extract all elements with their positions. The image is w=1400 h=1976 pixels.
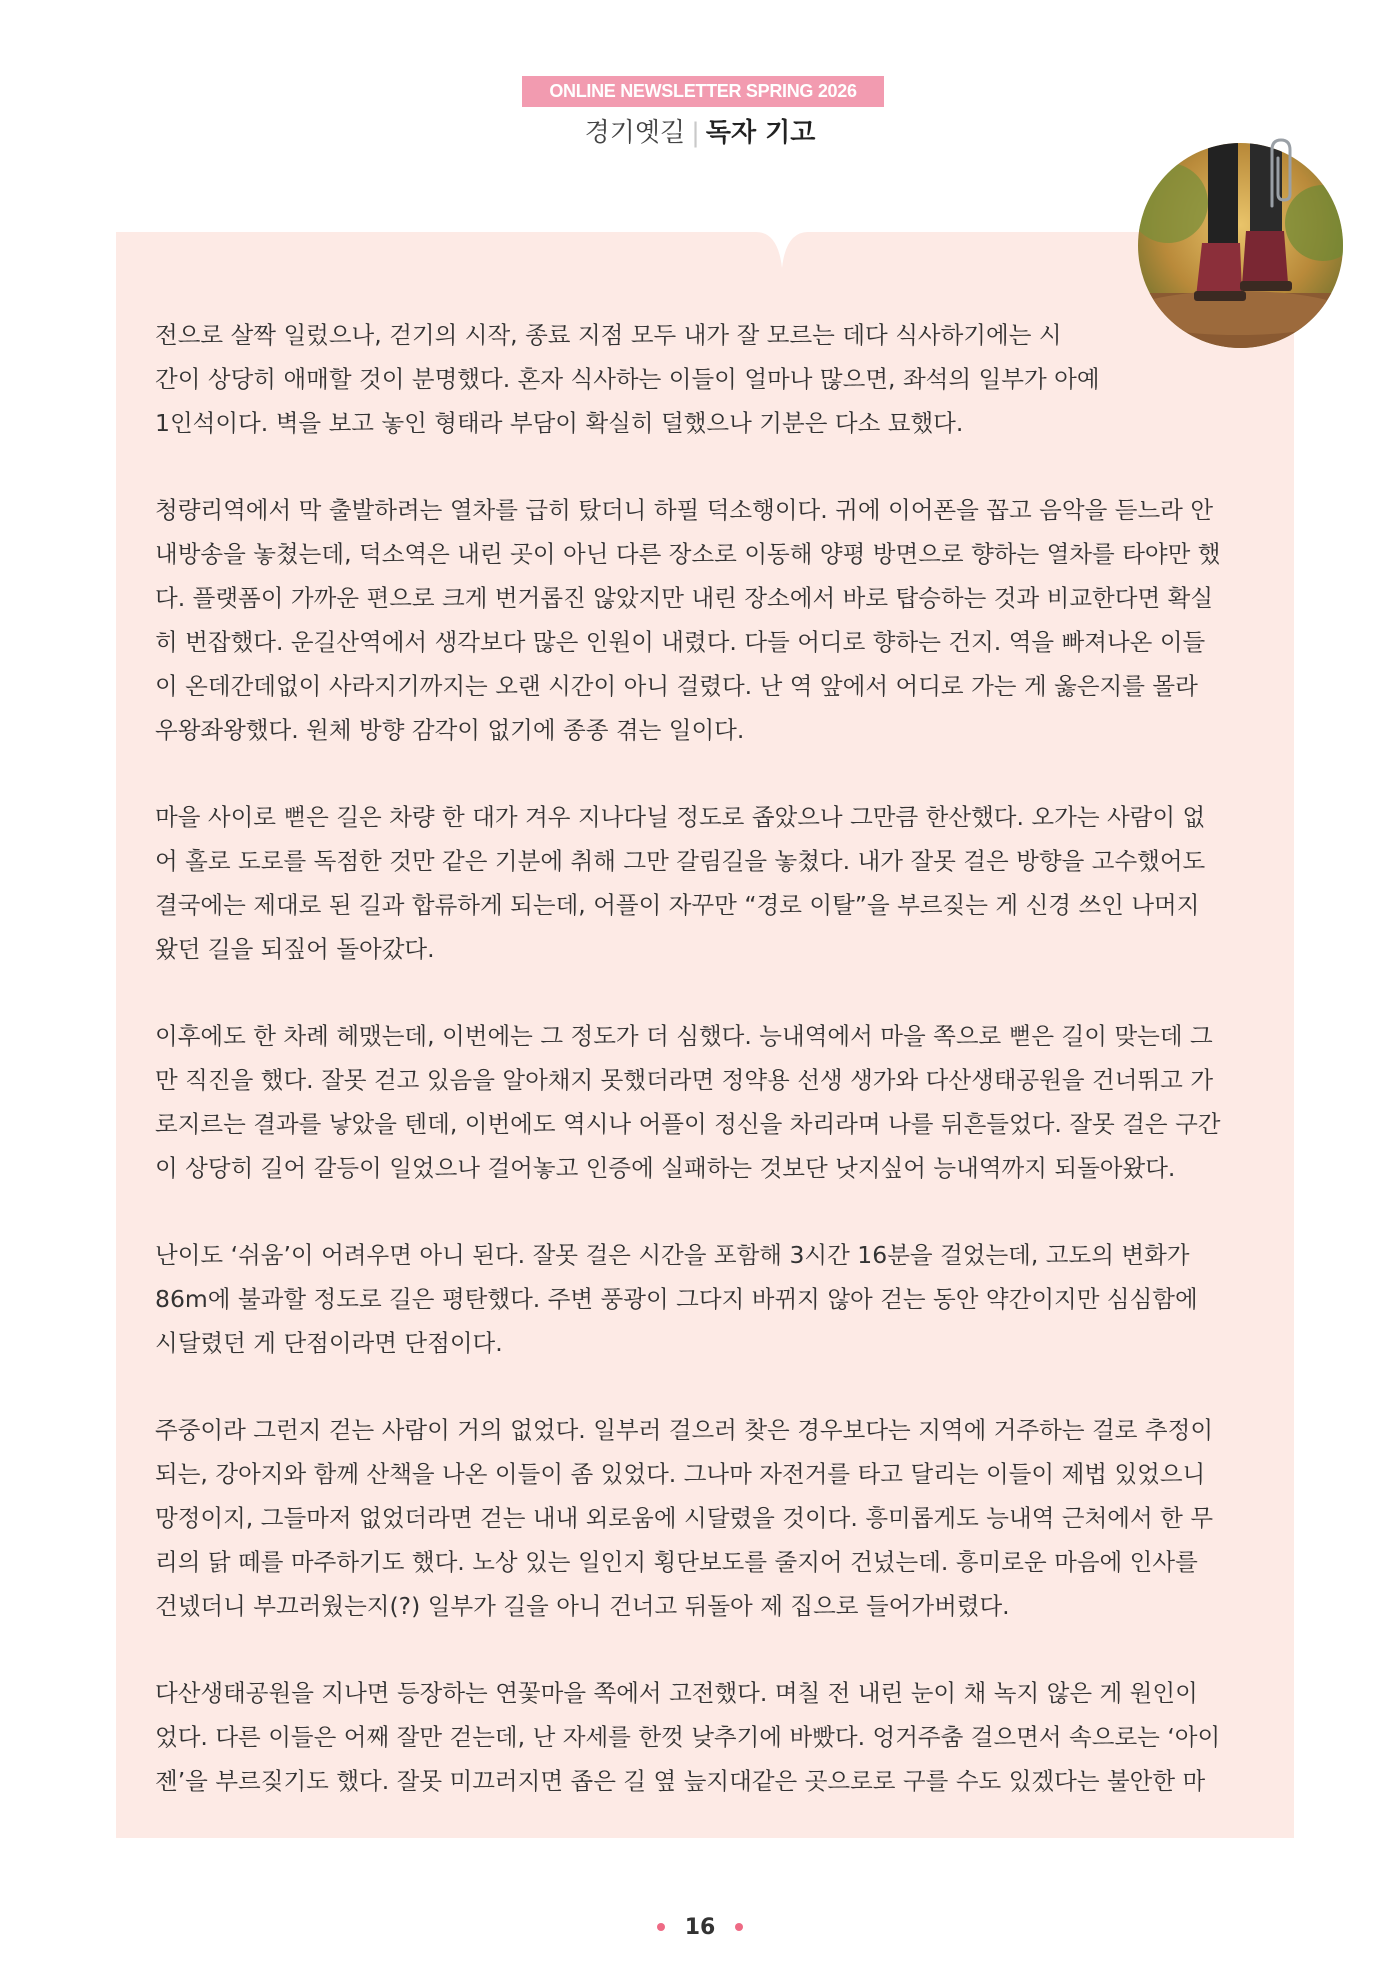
paragraph-line: 었다. 다른 이들은 어째 잘만 걷는데, 난 자세를 한껏 낮추기에 바빴다. 엉거주춤 걸으면서 속으로는 ‘아이: [155, 1723, 1221, 1751]
paragraph-line: 86m에 불과할 정도로 길은 평탄했다. 주변 풍광이 그다지 바뀌지 않아 걷는 동안 약간이지만 심심함에: [155, 1285, 1198, 1313]
series-name: 경기옛길: [584, 118, 686, 148]
paragraph-line: 되는, 강아지와 함께 산책을 나온 이들이 좀 있었다. 그나마 자전거를 타고 달리는 이들이 제법 있었으니: [155, 1460, 1206, 1488]
paragraph-line: 주중이라 그런지 걷는 사람이 거의 없었다. 일부러 걸으러 찾은 경우보다는 지역에 거주하는 걸로 추정이: [155, 1416, 1214, 1444]
article-body: [155, 313, 1255, 1846]
newsletter-badge: ONLINE NEWSLETTER SPRING 2026: [522, 76, 884, 107]
paragraph-line: 이 온데간데없이 사라지기까지는 오랜 시간이 아니 걸렸다. 난 역 앞에서 어디로 가는 게 옳은지를 몰라: [155, 672, 1198, 700]
article-paragraph: [155, 1233, 1255, 1365]
paragraph-line: 시달렸던 게 단점이라면 단점이다.: [155, 1329, 503, 1357]
paragraph-line: 건넸더니 부끄러웠는지(?) 일부가 길을 아니 건너고 뒤돌아 제 집으로 들어가버렸다.: [155, 1592, 1010, 1620]
paragraph-line: 청량리역에서 막 출발하려는 열차를 급히 탔더니 하필 덕소행이다. 귀에 이어폰을 꼽고 음악을 듣느라 안: [155, 496, 1214, 524]
paragraph-line: 마을 사이로 뻗은 길은 차량 한 대가 겨우 지나다닐 정도로 좁았으나 그만큼 한산했다. 오가는 사람이 없: [155, 803, 1206, 831]
paragraph-line: 망정이지, 그들마저 없었더라면 걷는 내내 외로움에 시달렸을 것이다. 흥미롭게도 능내역 근처에서 한 무: [155, 1504, 1214, 1532]
paragraph-line: 이 상당히 길어 갈등이 일었으나 걸어놓고 인증에 실패하는 것보단 낫지싶어 능내역까지 되돌아왔다.: [155, 1154, 1176, 1182]
title-separator: |: [691, 118, 700, 148]
paragraph-line: 난이도 ‘쉬움’이 어려우면 아니 된다. 잘못 걸은 시간을 포함해 3시간 16분을 걸었는데, 고도의 변화가: [155, 1241, 1190, 1269]
article-paragraph: [155, 488, 1255, 752]
paragraph-line: 어 홀로 도로를 독점한 것만 같은 기분에 취해 그만 갈림길을 놓쳤다. 내가 잘못 걸은 방향을 고수했어도: [155, 847, 1206, 875]
footer-dot-right: [735, 1923, 743, 1931]
section-name: 독자 기고: [705, 118, 816, 148]
article-paragraph: [155, 313, 1255, 445]
paragraph-line: 리의 닭 떼를 마주하기도 했다. 노상 있는 일인지 횡단보도를 줄지어 건넜는데. 흥미로운 마음에 인사를: [155, 1548, 1198, 1576]
paragraph-line: 젠’을 부르짖기도 했다. 잘못 미끄러지면 좁은 길 옆 늪지대같은 곳으로로 구를 수도 있겠다는 불안한 마: [155, 1767, 1206, 1795]
paragraph-line: 만 직진을 했다. 잘못 걷고 있음을 알아채지 못했더라면 정약용 선생 생가와 다산생태공원을 건너뛰고 가: [155, 1066, 1214, 1094]
paragraph-line: 결국에는 제대로 된 길과 합류하게 되는데, 어플이 자꾸만 “경로 이탈”을 부르짖는 게 신경 쓰인 나머지: [155, 891, 1200, 919]
article-paragraph: [155, 1408, 1255, 1628]
page-number: 16: [684, 1914, 716, 1940]
paragraph-line: 1인석이다. 벽을 보고 놓인 형태라 부담이 확실히 덜했으나 기분은 다소 묘했다.: [155, 409, 964, 437]
page-footer: [0, 1910, 1400, 1944]
paragraph-line: 다. 플랫폼이 가까운 편으로 크게 번거롭진 않았지만 내린 장소에서 바로 탑승하는 것과 비교한다면 확실: [155, 584, 1214, 612]
paperclip-icon: [1262, 136, 1300, 214]
paragraph-line: 히 번잡했다. 운길산역에서 생각보다 많은 인원이 내렸다. 다들 어디로 향하는 건지. 역을 빠져나온 이들: [155, 628, 1206, 656]
article-paragraph: [155, 795, 1255, 971]
article-paragraph: [155, 1671, 1255, 1803]
paragraph-line: 왔던 길을 되짚어 돌아갔다.: [155, 935, 435, 963]
paragraph-line: 이후에도 한 차례 헤맸는데, 이번에는 그 정도가 더 심했다. 능내역에서 마을 쪽으로 뻗은 길이 맞는데 그: [155, 1022, 1213, 1050]
section-title: [0, 112, 1400, 149]
paragraph-line: 간이 상당히 애매할 것이 분명했다. 혼자 식사하는 이들이 얼마나 많으면, 좌석의 일부가 아예: [155, 365, 1100, 393]
paragraph-line: 우왕좌왕했다. 원체 방향 감각이 없기에 종종 겪는 일이다.: [155, 716, 745, 744]
paragraph-line: 로지르는 결과를 낳았을 텐데, 이번에도 역시나 어플이 정신을 차리라며 나를 뒤흔들었다. 잘못 걸은 구간: [155, 1110, 1221, 1138]
paragraph-line: 전으로 살짝 일렀으나, 걷기의 시작, 종료 지점 모두 내가 잘 모르는 데다 식사하기에는 시: [155, 321, 1062, 349]
paragraph-line: 내방송을 놓쳤는데, 덕소역은 내린 곳이 아닌 다른 장소로 이동해 양평 방면으로 향하는 열차를 타야만 했: [155, 540, 1221, 568]
footer-dot-left: [657, 1923, 665, 1931]
article-paragraph: [155, 1014, 1255, 1190]
paragraph-line: 다산생태공원을 지나면 등장하는 연꽃마을 쪽에서 고전했다. 며칠 전 내린 눈이 채 녹지 않은 게 원인이: [155, 1679, 1198, 1707]
